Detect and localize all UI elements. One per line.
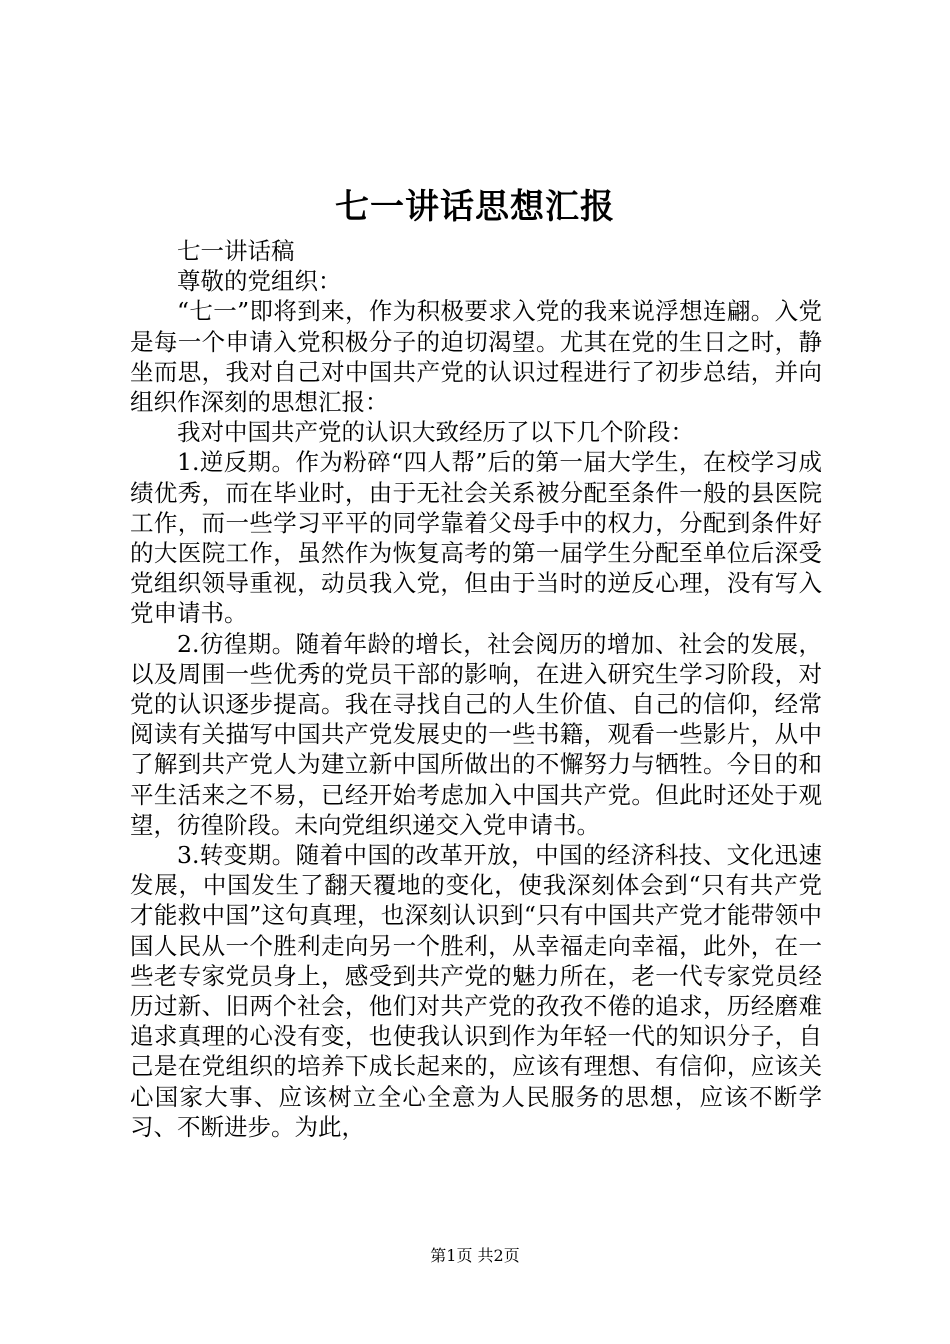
- paragraph: 尊敬的党组织：: [177, 267, 342, 296]
- paragraph: 1.逆反期。作为粉碎“四人帮”后的第一届大学生，在校学习成绩优秀，而在毕业时，由于无社会关系被分配至条件一般的县医院工作，而一些学习平平的同学靠着父母手中的权力，分配到条件好的大医院工作，虽然作为恢复高考的第一届学生分配至单位后深受党组织领导重视，动员我入党，但由于当时的逆反心理，没有写入党申请书。: [130, 448, 822, 628]
- paragraph: 我对中国共产党的认识大致经历了以下几个阶段：: [177, 418, 694, 447]
- document-title: 七一讲话思想汇报: [335, 187, 615, 227]
- paragraph: 2.彷徨期。随着年龄的增长，社会阅历的增加、社会的发展，以及周围一些优秀的党员干部的影响，在进入研究生学习阶段，对党的认识逐步提高。我在寻找自己的人生价值、自己的信仰，经常阅读有关描写中国共产党发展史的一些书籍，观看一些影片，从中了解到共产党人为建立新中国所做出的不懈努力与牺牲。今日的和平生活来之不易，已经开始考虑加入中国共产党。但此时还处于观望，彷徨阶段。未向党组织递交入党申请书。: [130, 629, 822, 839]
- document-body: [130, 236, 822, 1142]
- paragraph: 七一讲话稿: [177, 237, 295, 265]
- paragraph: 3.转变期。随着中国的改革开放，中国的经济科技、文化迅速发展，中国发生了翻天覆地的变化，使我深刻体会到“只有共产党才能救中国”这句真理，也深刻认识到“只有中国共产党才能带领中国人民从一个胜利走向另一个胜利，从幸福走向幸福，此外，在一些老专家党员身上，感受到共产党的魅力所在，老一代专家党员经历过新、旧两个社会，他们对共产党的孜孜不倦的追求，历经磨难追求真理的心没有变，也使我认识到作为年轻一代的知识分子，自己是在党组织的培养下成长起来的，应该有理想、有信仰，应该关心国家大事、应该树立全心全意为人民服务的思想，应该不断学习、不断进步。为此，: [130, 841, 822, 1141]
- page-footer: 第1页 共2页: [430, 1246, 520, 1265]
- paragraph: “七一”即将到来，作为积极要求入党的我来说浮想连翩。入党是每一个申请入党积极分子的迫切渴望。尤其在党的生日之时，静坐而思，我对自己对中国共产党的认识过程进行了初步总结，并向组织作深刻的思想汇报：: [130, 297, 822, 417]
